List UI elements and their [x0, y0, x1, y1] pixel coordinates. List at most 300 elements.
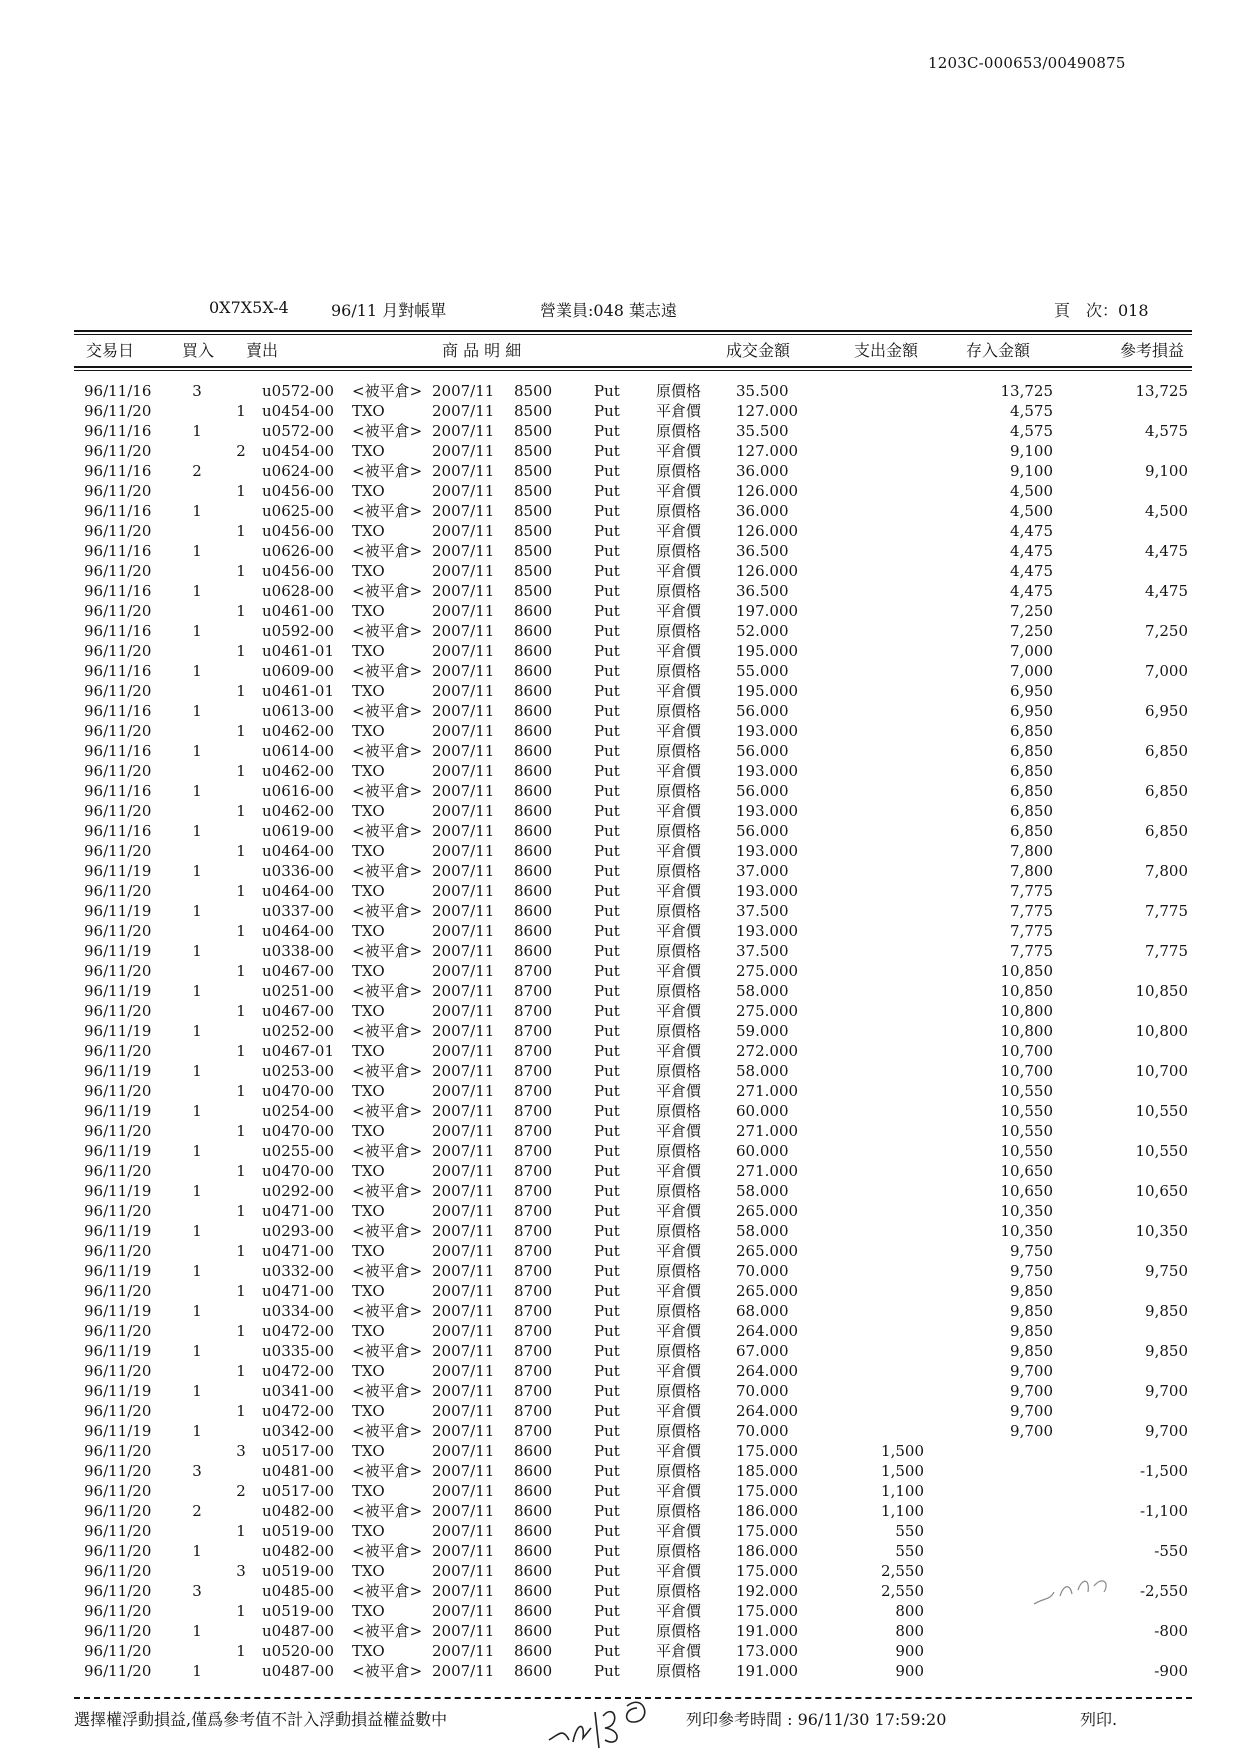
- order-no: u0609-00: [262, 662, 334, 680]
- price-kind: 平倉價: [656, 1482, 702, 1500]
- sell-qty: 1: [236, 762, 246, 780]
- pencil-scribble: [1030, 1570, 1120, 1610]
- price-kind: 原價格: [656, 1542, 702, 1560]
- buy-qty: 1: [192, 422, 202, 440]
- trade-date: 96/11/20: [84, 1562, 152, 1580]
- option-type: Put: [594, 1562, 620, 1580]
- trade-price: 56.000: [736, 822, 789, 840]
- trade-date: 96/11/19: [84, 1342, 152, 1360]
- contract-month: 2007/11: [432, 1082, 495, 1100]
- deposit-amount: 10,350: [1000, 1202, 1053, 1220]
- price-kind: 原價格: [656, 1142, 702, 1160]
- order-no: u0255-00: [262, 1142, 334, 1160]
- trade-date: 96/11/20: [84, 1482, 152, 1500]
- trade-price: 58.000: [736, 1062, 789, 1080]
- reference-pl: 6,850: [1145, 742, 1188, 760]
- column-header: [74, 336, 1192, 362]
- col-date: 交易日: [86, 341, 135, 360]
- trade-date: 96/11/20: [84, 562, 152, 580]
- trade-type: <被平倉>: [352, 1382, 423, 1400]
- document-id: 1203C-000653/00490875: [928, 54, 1126, 72]
- trade-type: TXO: [352, 482, 385, 500]
- price-kind: 平倉價: [656, 882, 702, 900]
- option-type: Put: [594, 462, 620, 480]
- option-type: Put: [594, 862, 620, 880]
- table-row: [0, 1081, 1241, 1101]
- buy-qty: 3: [192, 382, 202, 400]
- order-no: u0482-00: [262, 1502, 334, 1520]
- contract-month: 2007/11: [432, 942, 495, 960]
- strike-price: 8600: [514, 682, 553, 700]
- option-type: Put: [594, 1542, 620, 1560]
- strike-price: 8500: [514, 502, 553, 520]
- option-type: Put: [594, 1382, 620, 1400]
- option-type: Put: [594, 1622, 620, 1640]
- price-kind: 原價格: [656, 1102, 702, 1120]
- strike-price: 8500: [514, 562, 553, 580]
- strike-price: 8600: [514, 642, 553, 660]
- table-row: [0, 581, 1241, 601]
- contract-month: 2007/11: [432, 482, 495, 500]
- deposit-amount: 4,475: [1010, 542, 1053, 560]
- order-no: u0519-00: [262, 1522, 334, 1540]
- contract-month: 2007/11: [432, 842, 495, 860]
- option-type: Put: [594, 1442, 620, 1460]
- price-kind: 原價格: [656, 1222, 702, 1240]
- trade-date: 96/11/19: [84, 1102, 152, 1120]
- trade-date: 96/11/19: [84, 902, 152, 920]
- trade-date: 96/11/20: [84, 1602, 152, 1620]
- trade-price: 35.500: [736, 422, 789, 440]
- option-type: Put: [594, 582, 620, 600]
- buy-qty: 1: [192, 982, 202, 1000]
- option-type: Put: [594, 682, 620, 700]
- table-row: [0, 1041, 1241, 1061]
- option-type: Put: [594, 1662, 620, 1680]
- strike-price: 8600: [514, 742, 553, 760]
- trade-price: 127.000: [736, 442, 799, 460]
- trade-date: 96/11/16: [84, 822, 152, 840]
- order-no: u0470-00: [262, 1122, 334, 1140]
- buy-qty: 1: [192, 862, 202, 880]
- deposit-amount: 13,725: [1000, 382, 1053, 400]
- contract-month: 2007/11: [432, 1522, 495, 1540]
- contract-month: 2007/11: [432, 1502, 495, 1520]
- order-no: u0456-00: [262, 482, 334, 500]
- reference-pl: 9,850: [1145, 1302, 1188, 1320]
- strike-price: 8600: [514, 1642, 553, 1660]
- contract-month: 2007/11: [432, 802, 495, 820]
- payment-amount: 900: [895, 1642, 924, 1660]
- trade-date: 96/11/20: [84, 1662, 152, 1680]
- table-row: [0, 561, 1241, 581]
- strike-price: 8700: [514, 1162, 553, 1180]
- order-no: u0482-00: [262, 1542, 334, 1560]
- trade-type: TXO: [352, 682, 385, 700]
- price-kind: 平倉價: [656, 842, 702, 860]
- trade-date: 96/11/20: [84, 1202, 152, 1220]
- contract-month: 2007/11: [432, 1222, 495, 1240]
- contract-month: 2007/11: [432, 422, 495, 440]
- trade-date: 96/11/16: [84, 662, 152, 680]
- deposit-amount: 7,775: [1010, 902, 1053, 920]
- strike-price: 8600: [514, 902, 553, 920]
- contract-month: 2007/11: [432, 1662, 495, 1680]
- deposit-amount: 9,850: [1010, 1282, 1053, 1300]
- trade-price: 36.500: [736, 542, 789, 560]
- trade-price: 197.000: [736, 602, 799, 620]
- order-no: u0338-00: [262, 942, 334, 960]
- buy-qty: 1: [192, 1662, 202, 1680]
- deposit-amount: 7,800: [1010, 862, 1053, 880]
- table-row: [0, 521, 1241, 541]
- table-row: [0, 1001, 1241, 1021]
- option-type: Put: [594, 1462, 620, 1480]
- contract-month: 2007/11: [432, 1122, 495, 1140]
- transaction-table: [0, 381, 1241, 1681]
- deposit-amount: 9,850: [1010, 1322, 1053, 1340]
- statement-period: 96/11 月對帳單: [331, 301, 447, 320]
- col-amount: 成交金額: [726, 341, 791, 360]
- trade-price: 70.000: [736, 1382, 789, 1400]
- buy-qty: 2: [192, 462, 202, 480]
- trade-date: 96/11/20: [84, 1322, 152, 1340]
- deposit-amount: 9,750: [1010, 1262, 1053, 1280]
- trade-type: TXO: [352, 1162, 385, 1180]
- strike-price: 8500: [514, 542, 553, 560]
- order-no: u0472-00: [262, 1322, 334, 1340]
- header-rule-bottom: [74, 366, 1192, 371]
- trade-date: 96/11/16: [84, 382, 152, 400]
- option-type: Put: [594, 942, 620, 960]
- sell-qty: 3: [236, 1562, 246, 1580]
- deposit-amount: 10,550: [1000, 1082, 1053, 1100]
- strike-price: 8600: [514, 1562, 553, 1580]
- deposit-amount: 10,550: [1000, 1122, 1053, 1140]
- price-kind: 原價格: [656, 1662, 702, 1680]
- price-kind: 平倉價: [656, 562, 702, 580]
- deposit-amount: 4,500: [1010, 502, 1053, 520]
- trade-type: <被平倉>: [352, 702, 423, 720]
- order-no: u0461-00: [262, 602, 334, 620]
- reference-pl: 10,700: [1135, 1062, 1188, 1080]
- option-type: Put: [594, 1642, 620, 1660]
- trade-type: <被平倉>: [352, 862, 423, 880]
- trade-price: 52.000: [736, 622, 789, 640]
- trade-type: TXO: [352, 762, 385, 780]
- strike-price: 8700: [514, 1082, 553, 1100]
- reference-pl: 10,850: [1135, 982, 1188, 1000]
- option-type: Put: [594, 1242, 620, 1260]
- order-no: u0628-00: [262, 582, 334, 600]
- option-type: Put: [594, 642, 620, 660]
- deposit-amount: 9,700: [1010, 1402, 1053, 1420]
- strike-price: 8600: [514, 882, 553, 900]
- trade-date: 96/11/16: [84, 582, 152, 600]
- sell-qty: 1: [236, 1642, 246, 1660]
- deposit-amount: 7,250: [1010, 602, 1053, 620]
- trade-price: 272.000: [736, 1042, 799, 1060]
- sell-qty: 1: [236, 1202, 246, 1220]
- option-type: Put: [594, 1262, 620, 1280]
- trade-price: 264.000: [736, 1362, 799, 1380]
- trade-price: 265.000: [736, 1282, 799, 1300]
- price-kind: 原價格: [656, 782, 702, 800]
- trade-date: 96/11/20: [84, 842, 152, 860]
- table-row: [0, 1661, 1241, 1681]
- order-no: u0592-00: [262, 622, 334, 640]
- option-type: Put: [594, 1062, 620, 1080]
- option-type: Put: [594, 1522, 620, 1540]
- trade-type: <被平倉>: [352, 1422, 423, 1440]
- table-row: [0, 941, 1241, 961]
- reference-pl: 10,350: [1135, 1222, 1188, 1240]
- strike-price: 8600: [514, 1502, 553, 1520]
- price-kind: 平倉價: [656, 1122, 702, 1140]
- price-kind: 平倉價: [656, 722, 702, 740]
- contract-month: 2007/11: [432, 862, 495, 880]
- trade-price: 67.000: [736, 1342, 789, 1360]
- buy-qty: 1: [192, 1222, 202, 1240]
- deposit-amount: 10,850: [1000, 962, 1053, 980]
- table-row: [0, 541, 1241, 561]
- printed-label: 列印.: [1080, 1710, 1118, 1729]
- contract-month: 2007/11: [432, 1422, 495, 1440]
- trade-type: TXO: [352, 962, 385, 980]
- col-deposit: 存入金額: [966, 341, 1031, 360]
- option-type: Put: [594, 842, 620, 860]
- order-no: u0342-00: [262, 1422, 334, 1440]
- option-type: Put: [594, 722, 620, 740]
- trade-date: 96/11/20: [84, 1362, 152, 1380]
- order-no: u0462-00: [262, 802, 334, 820]
- price-kind: 平倉價: [656, 1602, 702, 1620]
- trade-date: 96/11/20: [84, 1402, 152, 1420]
- option-type: Put: [594, 622, 620, 640]
- strike-price: 8700: [514, 1102, 553, 1120]
- option-type: Put: [594, 702, 620, 720]
- trade-type: TXO: [352, 402, 385, 420]
- trade-price: 55.000: [736, 662, 789, 680]
- table-row: [0, 421, 1241, 441]
- contract-month: 2007/11: [432, 1362, 495, 1380]
- buy-qty: 1: [192, 1022, 202, 1040]
- trade-price: 275.000: [736, 1002, 799, 1020]
- trade-date: 96/11/20: [84, 962, 152, 980]
- trade-price: 175.000: [736, 1522, 799, 1540]
- contract-month: 2007/11: [432, 582, 495, 600]
- contract-month: 2007/11: [432, 522, 495, 540]
- reference-pl: -2,550: [1139, 1582, 1188, 1600]
- trade-type: TXO: [352, 602, 385, 620]
- price-kind: 平倉價: [656, 1082, 702, 1100]
- trade-date: 96/11/19: [84, 862, 152, 880]
- trade-date: 96/11/19: [84, 1262, 152, 1280]
- strike-price: 8600: [514, 842, 553, 860]
- buy-qty: 1: [192, 782, 202, 800]
- strike-price: 8600: [514, 802, 553, 820]
- trade-price: 193.000: [736, 722, 799, 740]
- option-type: Put: [594, 662, 620, 680]
- price-kind: 原價格: [656, 1062, 702, 1080]
- deposit-amount: 6,950: [1010, 682, 1053, 700]
- order-no: u0456-00: [262, 522, 334, 540]
- deposit-amount: 7,775: [1010, 942, 1053, 960]
- order-no: u0519-00: [262, 1562, 334, 1580]
- trade-date: 96/11/20: [84, 1082, 152, 1100]
- trade-type: TXO: [352, 1522, 385, 1540]
- trade-price: 37.500: [736, 942, 789, 960]
- price-kind: 原價格: [656, 982, 702, 1000]
- payment-amount: 900: [895, 1662, 924, 1680]
- order-no: u0252-00: [262, 1022, 334, 1040]
- option-type: Put: [594, 1202, 620, 1220]
- price-kind: 平倉價: [656, 1282, 702, 1300]
- strike-price: 8700: [514, 1422, 553, 1440]
- trade-price: 58.000: [736, 982, 789, 1000]
- print-time: 列印參考時間 : 96/11/30 17:59:20: [686, 1710, 947, 1729]
- order-no: u0487-00: [262, 1662, 334, 1680]
- trade-price: 271.000: [736, 1082, 799, 1100]
- price-kind: 原價格: [656, 662, 702, 680]
- trade-price: 186.000: [736, 1542, 799, 1560]
- option-type: Put: [594, 962, 620, 980]
- table-row: [0, 901, 1241, 921]
- order-no: u0481-00: [262, 1462, 334, 1480]
- trade-price: 56.000: [736, 782, 789, 800]
- trade-type: <被平倉>: [352, 662, 423, 680]
- price-kind: 原價格: [656, 1422, 702, 1440]
- order-no: u0454-00: [262, 442, 334, 460]
- option-type: Put: [594, 1122, 620, 1140]
- deposit-amount: 6,850: [1010, 802, 1053, 820]
- trade-type: TXO: [352, 642, 385, 660]
- strike-price: 8600: [514, 602, 553, 620]
- trade-type: TXO: [352, 1602, 385, 1620]
- buy-qty: 1: [192, 1622, 202, 1640]
- contract-month: 2007/11: [432, 782, 495, 800]
- reference-pl: 9,700: [1145, 1382, 1188, 1400]
- reference-pl: -1,100: [1139, 1502, 1188, 1520]
- deposit-amount: 9,700: [1010, 1422, 1053, 1440]
- strike-price: 8500: [514, 482, 553, 500]
- payment-amount: 1,500: [881, 1462, 924, 1480]
- table-row: [0, 1481, 1241, 1501]
- price-kind: 平倉價: [656, 1562, 702, 1580]
- strike-price: 8600: [514, 1622, 553, 1640]
- table-row: [0, 681, 1241, 701]
- trade-price: 58.000: [736, 1182, 789, 1200]
- contract-month: 2007/11: [432, 1602, 495, 1620]
- order-no: u0464-00: [262, 882, 334, 900]
- trade-date: 96/11/19: [84, 1382, 152, 1400]
- trade-date: 96/11/20: [84, 602, 152, 620]
- contract-month: 2007/11: [432, 1262, 495, 1280]
- contract-month: 2007/11: [432, 1042, 495, 1060]
- strike-price: 8600: [514, 762, 553, 780]
- buy-qty: 1: [192, 822, 202, 840]
- deposit-amount: 7,775: [1010, 922, 1053, 940]
- strike-price: 8600: [514, 1602, 553, 1620]
- trade-price: 193.000: [736, 762, 799, 780]
- order-no: u0462-00: [262, 722, 334, 740]
- reference-pl: 4,475: [1145, 582, 1188, 600]
- contract-month: 2007/11: [432, 1102, 495, 1120]
- trade-type: <被平倉>: [352, 1662, 423, 1680]
- order-no: u0254-00: [262, 1102, 334, 1120]
- strike-price: 8600: [514, 1442, 553, 1460]
- trade-price: 70.000: [736, 1422, 789, 1440]
- table-row: [0, 1501, 1241, 1521]
- contract-month: 2007/11: [432, 1482, 495, 1500]
- table-row: [0, 1401, 1241, 1421]
- trade-type: TXO: [352, 1042, 385, 1060]
- order-no: u0464-00: [262, 922, 334, 940]
- trade-date: 96/11/20: [84, 682, 152, 700]
- reference-pl: 10,800: [1135, 1022, 1188, 1040]
- price-kind: 原價格: [656, 1262, 702, 1280]
- option-type: Put: [594, 902, 620, 920]
- strike-price: 8700: [514, 1142, 553, 1160]
- price-kind: 原價格: [656, 822, 702, 840]
- sell-qty: 1: [236, 1042, 246, 1060]
- table-row: [0, 881, 1241, 901]
- trade-price: 195.000: [736, 682, 799, 700]
- trade-price: 195.000: [736, 642, 799, 660]
- price-kind: 原價格: [656, 1302, 702, 1320]
- buy-qty: 1: [192, 742, 202, 760]
- option-type: Put: [594, 1582, 620, 1600]
- contract-month: 2007/11: [432, 982, 495, 1000]
- trade-date: 96/11/20: [84, 1522, 152, 1540]
- deposit-amount: 10,550: [1000, 1102, 1053, 1120]
- trade-price: 60.000: [736, 1142, 789, 1160]
- deposit-amount: 10,800: [1000, 1022, 1053, 1040]
- trade-date: 96/11/20: [84, 1002, 152, 1020]
- strike-price: 8600: [514, 722, 553, 740]
- reference-pl: -550: [1154, 1542, 1188, 1560]
- table-row: [0, 641, 1241, 661]
- price-kind: 平倉價: [656, 1042, 702, 1060]
- contract-month: 2007/11: [432, 662, 495, 680]
- order-no: u0462-00: [262, 762, 334, 780]
- table-row: [0, 1461, 1241, 1481]
- table-row: [0, 1341, 1241, 1361]
- trade-date: 96/11/19: [84, 1182, 152, 1200]
- order-no: u0472-00: [262, 1402, 334, 1420]
- trade-date: 96/11/20: [84, 642, 152, 660]
- order-no: u0456-00: [262, 562, 334, 580]
- sell-qty: 3: [236, 1442, 246, 1460]
- trade-date: 96/11/16: [84, 742, 152, 760]
- trade-price: 70.000: [736, 1262, 789, 1280]
- option-type: Put: [594, 482, 620, 500]
- trade-price: 175.000: [736, 1482, 799, 1500]
- trade-type: TXO: [352, 442, 385, 460]
- reference-pl: -1,500: [1139, 1462, 1188, 1480]
- deposit-amount: 7,775: [1010, 882, 1053, 900]
- table-row: [0, 981, 1241, 1001]
- order-no: u0624-00: [262, 462, 334, 480]
- deposit-amount: 9,850: [1010, 1342, 1053, 1360]
- trade-price: 264.000: [736, 1322, 799, 1340]
- contract-month: 2007/11: [432, 1062, 495, 1080]
- price-kind: 原價格: [656, 1382, 702, 1400]
- trade-type: TXO: [352, 722, 385, 740]
- strike-price: 8700: [514, 1122, 553, 1140]
- trade-type: TXO: [352, 882, 385, 900]
- trade-date: 96/11/16: [84, 622, 152, 640]
